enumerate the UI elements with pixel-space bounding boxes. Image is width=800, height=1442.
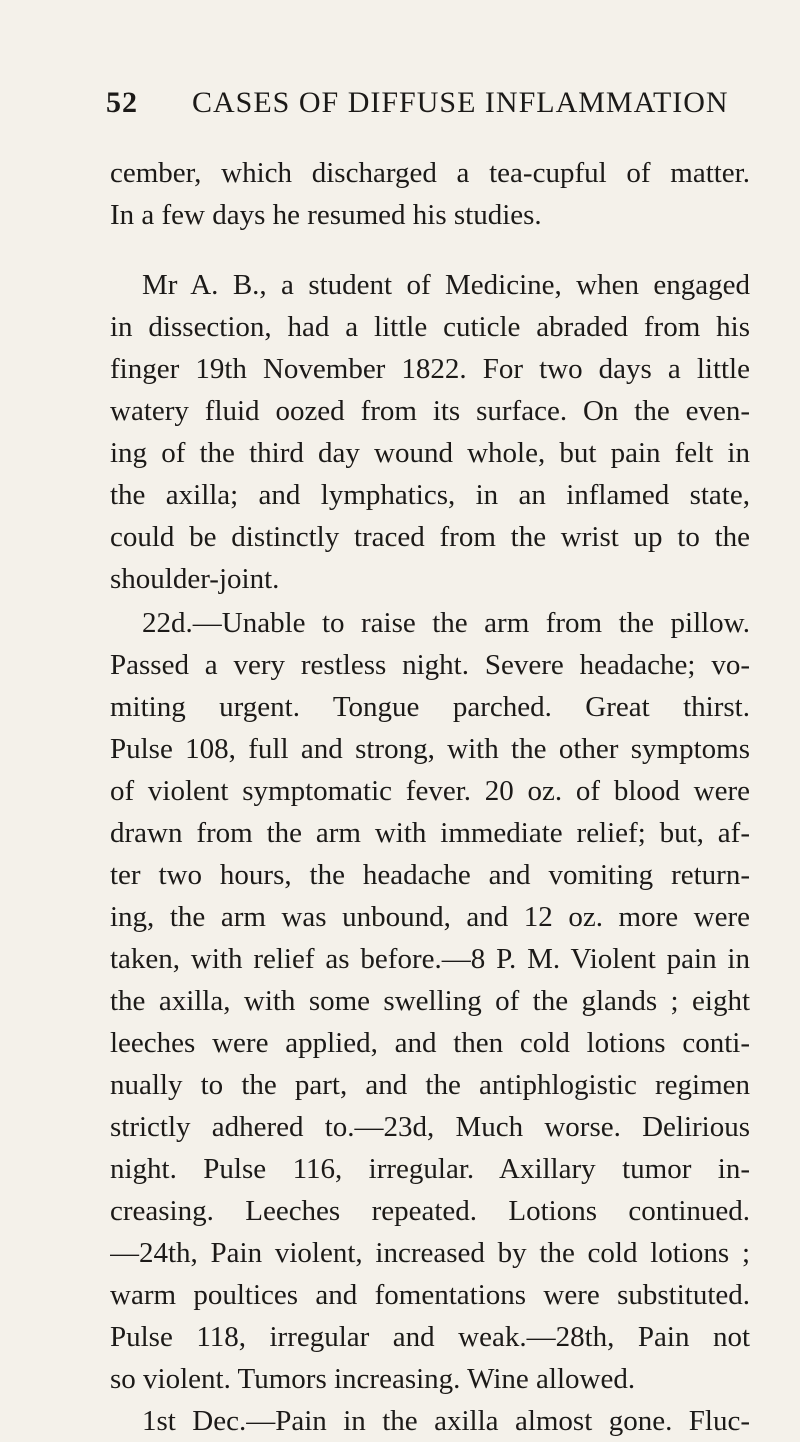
text-line: 1st Dec.—Pain in the axilla almost gone. Fluc- xyxy=(142,1405,750,1437)
text-line: nually to the part, and the antiphlogistic regimen xyxy=(110,1069,750,1101)
text-line: watery fluid oozed from its surface. On the even- xyxy=(110,395,750,427)
text-line: Pulse 118, irregular and weak.—28th, Pain not xyxy=(110,1321,750,1353)
page-number: 52 xyxy=(106,86,138,119)
text-line: Mr A. B., a student of Medicine, when engaged xyxy=(142,269,750,301)
text-line: in dissection, had a little cuticle abraded from his xyxy=(110,311,750,343)
text-line: creasing. Leeches repeated. Lotions continued. xyxy=(110,1195,750,1227)
text-line: —24th, Pain violent, increased by the cold lotions ; xyxy=(110,1237,750,1269)
text-line: so violent. Tumors increasing. Wine allowed. xyxy=(110,1363,636,1395)
paragraph-gap xyxy=(110,236,750,264)
text-line: Passed a very restless night. Severe headache; vo- xyxy=(110,649,750,681)
text-line: of violent symptomatic fever. 20 oz. of blood were xyxy=(110,775,750,807)
text-line: ing, the arm was unbound, and 12 oz. more were xyxy=(110,901,750,933)
text-line: cember, which discharged a tea-cupful of matter. xyxy=(110,157,750,189)
text-line: the axilla; and lymphatics, in an inflamed state, xyxy=(110,479,750,511)
text-line: warm poultices and fomentations were substituted. xyxy=(110,1279,750,1311)
text-line: finger 19th November 1822. For two days a little xyxy=(110,353,750,385)
text-line: shoulder-joint. xyxy=(110,563,280,595)
text-line: the axilla, with some swelling of the glands ; eight xyxy=(110,985,750,1017)
text-line: In a few days he resumed his studies. xyxy=(110,199,542,231)
running-head xyxy=(106,86,729,126)
running-title: CASES OF DIFFUSE INFLAMMATION xyxy=(192,86,729,119)
body-text xyxy=(110,152,750,1442)
text-line: 22d.—Unable to raise the arm from the pillow. xyxy=(142,607,750,639)
text-line: leeches were applied, and then cold lotions conti- xyxy=(110,1027,750,1059)
text-line: taken, with relief as before.—8 P. M. Violent pain in xyxy=(110,943,750,975)
text-line: miting urgent. Tongue parched. Great thirst. xyxy=(110,691,750,723)
text-line: could be distinctly traced from the wrist up to the xyxy=(110,521,750,553)
text-line: night. Pulse 116, irregular. Axillary tumor in- xyxy=(110,1153,750,1185)
text-line: strictly adhered to.—23d, Much worse. Delirious xyxy=(110,1111,750,1143)
text-line: Pulse 108, full and strong, with the other symptoms xyxy=(110,733,750,765)
text-line: ing of the third day wound whole, but pain felt in xyxy=(110,437,750,469)
text-line: ter two hours, the headache and vomiting return- xyxy=(110,859,750,891)
text-line: drawn from the arm with immediate relief; but, af- xyxy=(110,817,750,849)
